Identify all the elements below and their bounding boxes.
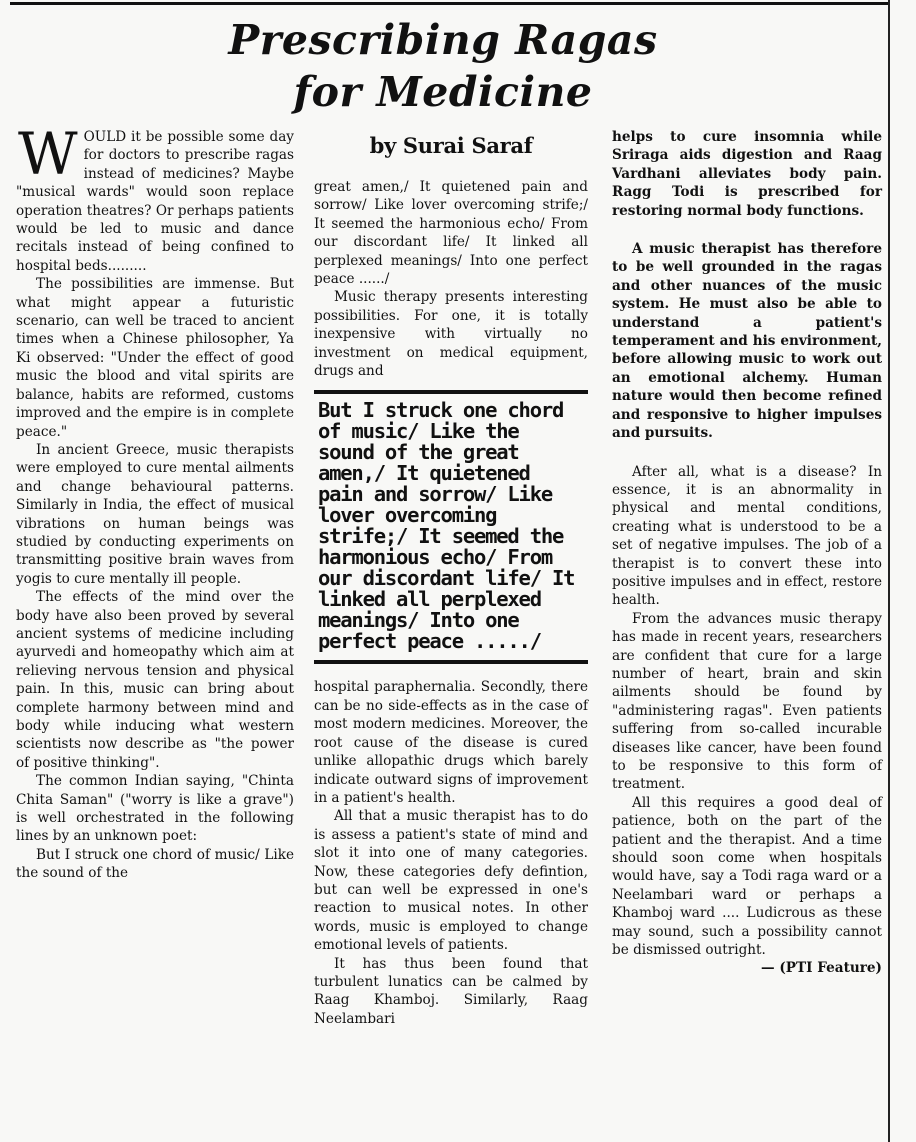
paragraph: [16, 120, 294, 275]
paragraph: But I struck one chord of music/ Like the sound of the: [16, 846, 294, 882]
paragraph: All this requires a good deal of patience, both on the part of the patient and the therapist. And a time should soon come when hospitals would have, say a Todi raga ward or a Neelambari ward or perhaps a Khamboj ward .... Ludicrous as these may sound, such a possibility cannot be dismissed outright.: [612, 794, 882, 959]
paragraph-gap: [612, 443, 882, 463]
byline: by Surai Saraf: [369, 133, 533, 158]
column-2: [314, 128, 588, 1028]
pull-quote: But I struck one chord of music/ Like the sound of the great amen,/ It quietened pain and sorrow/ Like lover overcoming strife;/ It seemed the harmonious echo/ From our discordant life/ It linked all perplexed meanings/ Into one perfect peace ...../: [314, 390, 588, 664]
paragraph: The common Indian saying, "Chinta Chita Saman" ("worry is like a grave") is well orchestrated in the following lines by an unknown poet:: [16, 773, 294, 845]
paragraph: All that a music therapist has to do is assess a patient's state of mind and slot it into one of many categories. Now, these categories defy defintion, but can well be expressed in one's reaction to musical notes. In other words, music is employed to change emotional levels of patients.: [314, 808, 588, 954]
paragraph: The effects of the mind over the body have also been proved by several ancient systems of medicine including ayurvedi and homeopathy which aim at relieving nervous tension and physical pain. In this, music can bring about complete harmony between mind and body while inducing what western scientists now describe as "the power of positive thinking".: [16, 589, 294, 771]
paragraph: After all, what is a disease? In essence, it is an abnormality in physical and mental conditions, creating what is understood to be a set of negative impulses. The job of a therapist is to convert these into positive impulses and in effect, restore health.: [612, 463, 882, 609]
paragraph-text: OULD it be possible some day for doctors to prescribe ragas instead of medicines? Maybe "musical wards" would soon replace operation theatres? Or perhaps patients would be led to music and dance recitals instead of being confined to hospital beds.........: [16, 129, 294, 274]
right-rule: [888, 0, 890, 1142]
paragraph: In ancient Greece, music therapists were employed to cure mental ailments and change behavioural patterns. Similarly in India, the effect of musical vibrations on human beings was studied by conducting experiments on transmitting positive brain waves from yogis to cure mentally ill people.: [16, 441, 294, 587]
headline-line-2: for Medicine: [293, 68, 593, 116]
paragraph: A music therapist has therefore to be well grounded in the ragas and other nuances of the music system. He must also be able to understand a patient's temperament and his environment, before allowing music to work out an emotional alchemy. Human nature would then become refined and responsive to higher impulses and pursuits.: [612, 241, 882, 442]
column-1: [16, 120, 294, 883]
top-rule: [10, 2, 888, 5]
paragraph: hospital paraphernalia. Secondly, there can be no side-effects as in the case of most modern medicines. Moreover, the root cause of the disease is cured unlike allopathic drugs which barely indicate outward signs of improvement in a patient's health.: [314, 679, 588, 806]
paragraph: great amen,/ It quietened pain and sorrow/ Like lover overcoming strife;/ It seemed the harmonious echo/ From our discordant life/ It linked all perplexed meanings/ Into one perfect peace ....../: [314, 179, 588, 288]
headline: [0, 14, 886, 118]
paragraph-gap: [612, 220, 882, 240]
paragraph: It has thus been found that turbulent lunatics can be calmed by Raag Khamboj. Similarly, Raag Neelambari: [314, 955, 588, 1027]
headline-line-1: Prescribing Ragas: [228, 16, 658, 64]
feature-credit: — (PTI Feature): [761, 960, 882, 977]
column-3: [612, 128, 882, 978]
paragraph: helps to cure insomnia while Sriraga aids digestion and Raag Vardhani alleviates body pain. Ragg Todi is prescribed for restoring normal body functions.: [612, 129, 882, 219]
paragraph: Music therapy presents interesting possibilities. For one, it is totally inexpensive with virtually no investment on medical equipment, drugs and: [314, 289, 588, 380]
drop-cap: W: [18, 120, 78, 188]
paragraph: From the advances music therapy has made in recent years, researchers are confident that cure for a large number of heart, brain and skin ailments should be found by "administering ragas". Even patients suffering from so-called incurable diseases like cancer, have been found to be responsive to this form of treatment.: [612, 610, 882, 793]
paragraph: The possibilities are immense. But what might appear a futuristic scenario, can well be traced to ancient times when a Chinese philosopher, Ya Ki observed: "Under the effect of good music the blood and vital spirits are balance, habits are reformed, customs improved and the empire is in complete peace.": [16, 276, 294, 440]
